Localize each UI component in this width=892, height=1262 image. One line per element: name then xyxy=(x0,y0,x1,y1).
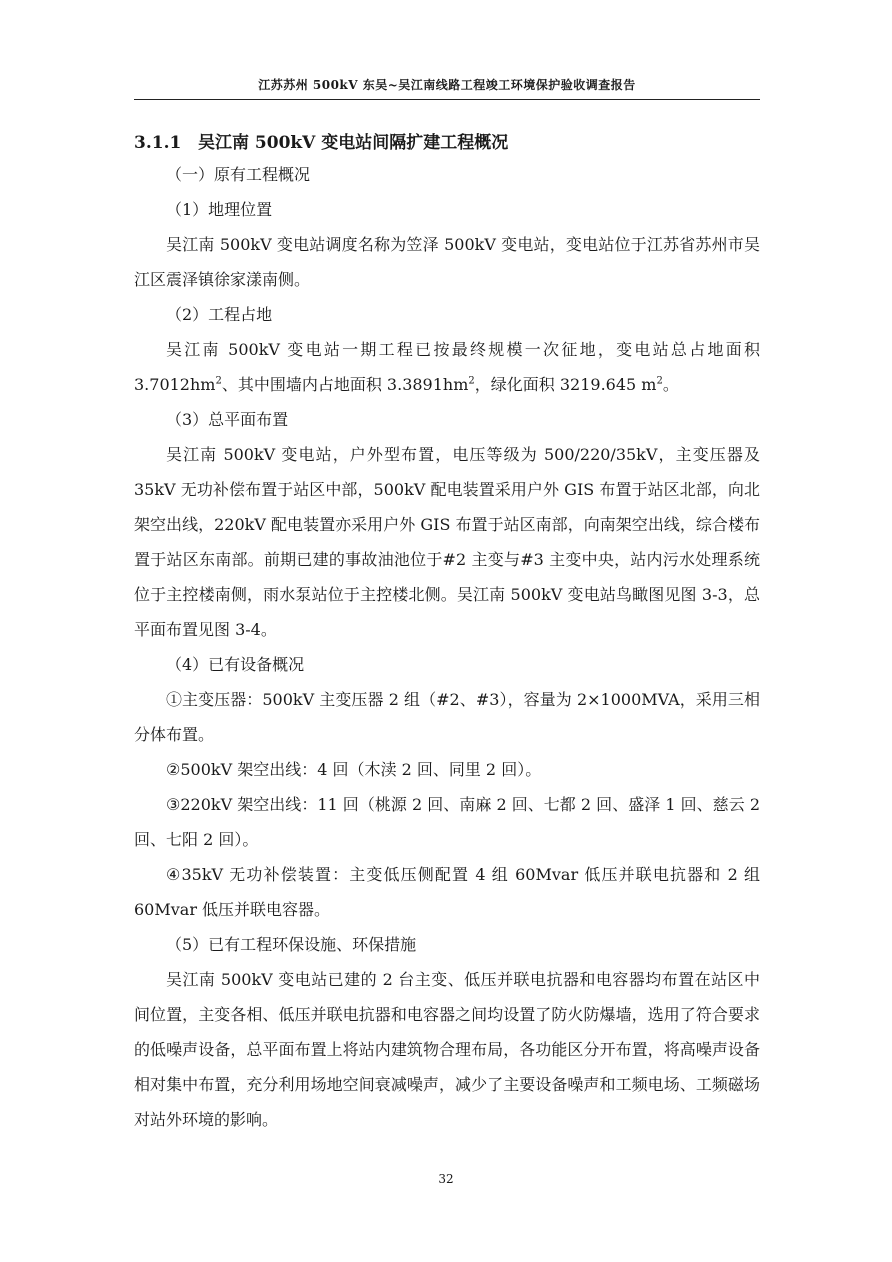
subheading-equipment: （4）已有设备概况 xyxy=(166,655,305,674)
superscript-3: 2 xyxy=(656,375,663,387)
paragraph-220kv-lines: ③220kV 架空出线：11 回（桃源 2 回、南麻 2 回、七都 2 回、盛泽 1 回、慈云 2 回、七阳 2 回）。 xyxy=(134,795,760,849)
subheading-land-use: （2）工程占地 xyxy=(166,305,273,324)
section-number: 3.1.1 xyxy=(134,133,182,153)
subheading-layout: （3）总平面布置 xyxy=(166,410,289,429)
land-use-text-d: 。 xyxy=(662,375,679,394)
paragraph-transformer: ①主变压器：500kV 主变压器 2 组（#2、#3），容量为 2×1000MVA，采用三相分体布置。 xyxy=(134,690,760,744)
paragraph-location: 吴江南 500kV 变电站调度名称为笠泽 500kV 变电站，变电站位于江苏省苏州市吴江区震泽镇徐家漾南侧。 xyxy=(134,235,760,289)
subheading-location: （1）地理位置 xyxy=(166,200,273,219)
land-use-text-c: ，绿化面积 3219.645 m xyxy=(474,375,657,394)
superscript-1: 2 xyxy=(215,375,222,387)
paragraph-env-facilities: 吴江南 500kV 变电站已建的 2 台主变、低压并联电抗器和电容器均布置在站区中间位置，主变各相、低压并联电抗器和电容器之间均设置了防火防爆墙，选用了符合要求的低噪声设备，总平面布置上将站内建筑物合理布局，各功能区分开布置，将高噪声设备相对集中布置，充分利用场地空间衰减噪声，减少了主要设备噪声和工频电场、工频磁场对站外环境的影响。 xyxy=(134,970,760,1129)
land-use-text-b: 、其中围墙内占地面积 3.3891hm xyxy=(221,375,469,394)
paragraph-layout: 吴江南 500kV 变电站，户外型布置，电压等级为 500/220/35kV，主变压器及 35kV 无功补偿布置于站区中部，500kV 配电装置采用户外 GIS 布置于站区北部，向北架空出线，220kV 配电装置亦采用户外 GIS 布置于站区南部，向南架空出线，综合楼布置于站区东南部。前期已建的事故油池位于#2 主变与#3 主变中央，站内污水处理系统位于主控楼南侧，雨水泵站位于主控楼北侧。吴江南 500kV 变电站鸟瞰图见图 3-3，总平面布置见图 3-4。 xyxy=(134,445,760,639)
paragraph-reactive-compensation: ④35kV 无功补偿装置：主变低压侧配置 4 组 60Mvar 低压并联电抗器和 2 组 60Mvar 低压并联电容器。 xyxy=(134,865,760,919)
header-rule xyxy=(134,99,760,100)
subheading-original-overview: （一）原有工程概况 xyxy=(166,165,311,184)
running-header: 江苏苏州 500kV 东吴~吴江南线路工程竣工环境保护验收调查报告 xyxy=(258,78,636,92)
subheading-env-facilities: （5）已有工程环保设施、环保措施 xyxy=(166,935,417,954)
superscript-2: 2 xyxy=(468,375,475,387)
body-text xyxy=(134,157,760,1137)
section-title: 吴江南 500kV 变电站间隔扩建工程概况 xyxy=(198,133,509,153)
paragraph-land-use xyxy=(134,332,760,402)
paragraph-500kv-lines: ②500kV 架空出线：4 回（木渎 2 回、同里 2 回）。 xyxy=(166,760,542,779)
land-use-text-a: 吴江南 500kV 变电站一期工程已按最终规模一次征地，变电站总占地面积 3.7012hm xyxy=(134,340,760,394)
page-number: 32 xyxy=(438,1172,454,1186)
section-heading xyxy=(134,128,508,153)
